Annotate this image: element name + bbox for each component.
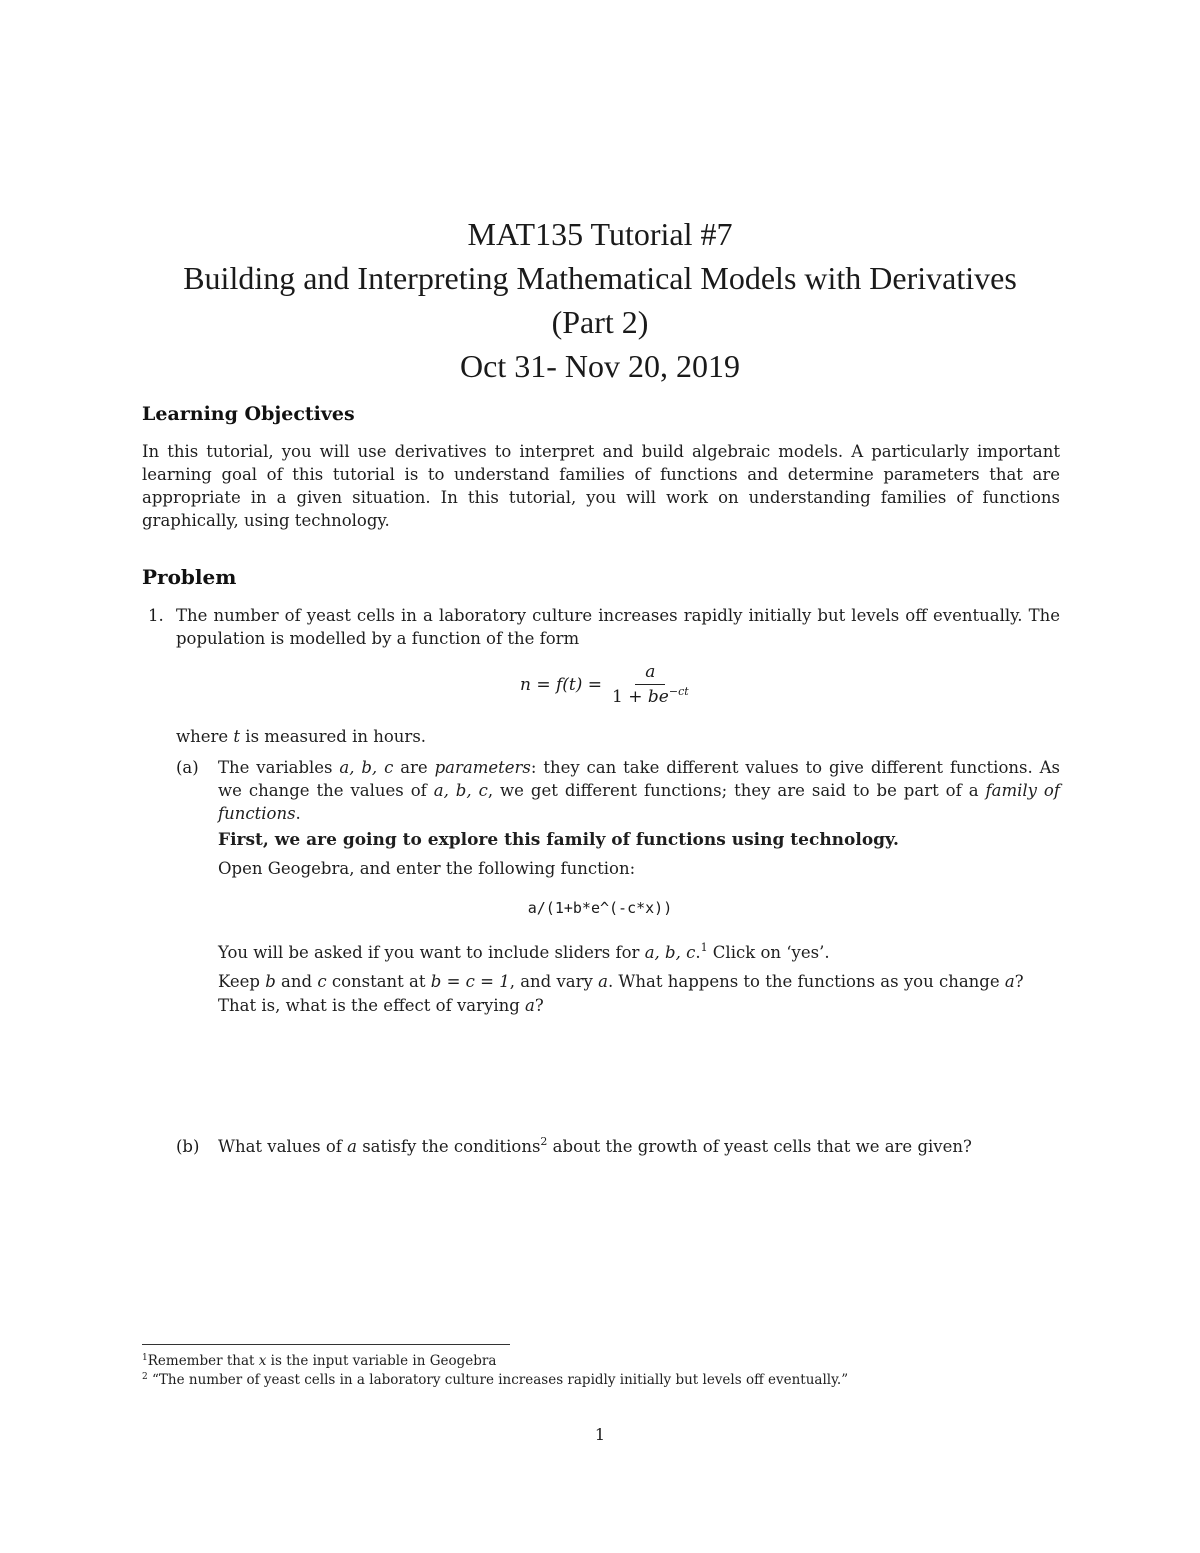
learning-objectives-heading: Learning Objectives xyxy=(142,403,355,425)
footnote-ref-1: 1 xyxy=(700,941,708,954)
part-a-text: The variables a, b, c are parameters: they can take different values to give different functions. As we change the values of a, b, c, we get different functions; they are said to be part of a family of functions. xyxy=(218,758,1060,823)
part-label: (Part 2) xyxy=(551,304,649,340)
problem-intro: The number of yeast cells in a laboratory culture increases rapidly initially but levels off eventually. The population is modelled by a function of the form xyxy=(176,606,1060,648)
effect-question: That is, what is the effect of varying a? xyxy=(218,996,544,1015)
page-number: 1 xyxy=(594,1425,606,1444)
part-b-label: (b) xyxy=(176,1137,200,1156)
footnote-divider xyxy=(142,1344,510,1345)
course-title: MAT135 Tutorial #7 xyxy=(467,216,733,252)
equation-numerator: a xyxy=(635,662,665,685)
equation-lhs: n = f(t) = xyxy=(520,674,603,695)
date-range: Oct 31- Nov 20, 2019 xyxy=(460,348,740,384)
part-b-text: What values of a satisfy the conditions$^2$ about the growth of yeast cells that we are given? xyxy=(218,1135,972,1156)
open-geogebra-instruction: Open Geogebra, and enter the following function: xyxy=(218,859,636,878)
sliders-instruction: You will be asked if you want to include sliders for a, b, c.$^1$ Click on ‘yes’. xyxy=(218,941,830,962)
bold-instruction: First, we are going to explore this family of functions using technology. xyxy=(218,830,899,850)
equation-denominator: $1 + be^{-ct}$ xyxy=(612,685,689,707)
geogebra-function-code: a/(1+b*e^(-c*x)) xyxy=(527,899,673,917)
problem-number: 1. xyxy=(148,606,164,625)
vary-a-question: Keep b and c constant at b = c = 1, and vary a. What happens to the functions as you change a? xyxy=(218,972,1024,991)
footnote-1: $^1$Remember that x is the input variable in Geogebra xyxy=(142,1353,497,1369)
footnote-2: $^2$ “The number of yeast cells in a laboratory culture increases rapidly initially but levels off eventually.” xyxy=(142,1372,849,1388)
learning-objectives-text: In this tutorial, you will use derivatives to interpret and build algebraic models. A particularly important learning goal of this tutorial is to understand families of functions and determine parameters that are appropriate in a given situation. In this tutorial, you will work on understanding families of functions graphically, using technology. xyxy=(142,442,1060,530)
document-title-block xyxy=(0,212,1200,388)
logistic-equation xyxy=(520,662,689,707)
footnote-ref-2: 2 xyxy=(540,1135,548,1148)
equation-fraction xyxy=(612,662,689,707)
where-clause: where t is measured in hours. xyxy=(176,727,427,746)
document-subtitle: Building and Interpreting Mathematical Models with Derivatives xyxy=(183,260,1017,296)
part-a-label: (a) xyxy=(176,758,199,777)
problem-heading: Problem xyxy=(142,565,237,589)
